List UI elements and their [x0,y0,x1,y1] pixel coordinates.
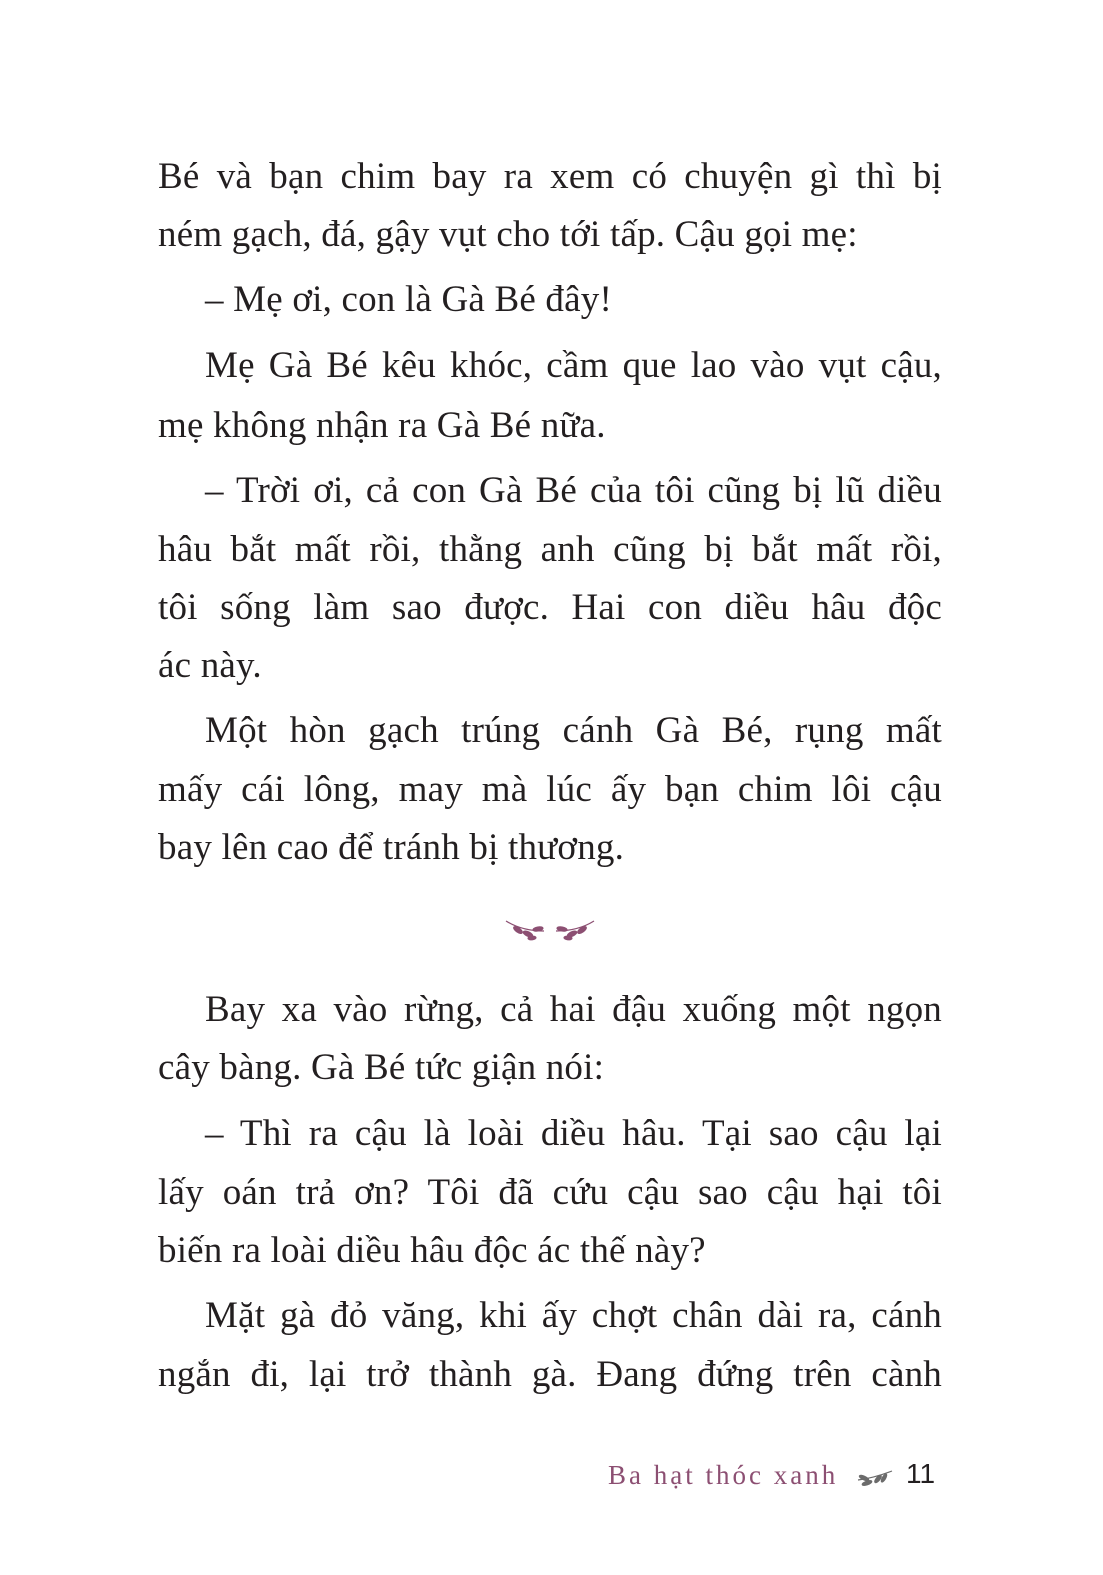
text-line: – Mẹ ơi, con là Gà Bé đây! [205,279,612,320]
leaf-sprig-icon [856,1468,894,1488]
text-line: – Trời ơi, cả con Gà Bé của tôi cũng bị lũ diều [205,470,942,511]
leaf-divider-icon [504,917,596,943]
text-line: Bay xa vào rừng, cả hai đậu xuống một ngọn [205,989,942,1030]
text-line: mẹ không nhận ra Gà Bé nữa. [158,405,606,446]
text-line: bay lên cao để tránh bị thương. [158,827,625,868]
text-line: Mặt gà đỏ văng, khi ấy chợt chân dài ra, cánh [205,1295,942,1336]
text-line: Một hòn gạch trúng cánh Gà Bé, rụng mất [205,710,942,751]
running-footer-title: Ba hạt thóc xanh [608,1460,839,1490]
text-line: tôi sống làm sao được. Hai con diều hâu độc [158,587,942,628]
text-line: ác này. [158,645,262,686]
text-line: Mẹ Gà Bé kêu khóc, cầm que lao vào vụt cậu, [205,345,942,386]
text-line: ngắn đi, lại trở thành gà. Đang đứng trên cành [158,1354,942,1395]
text-line: biến ra loài diều hâu độc ác thế này? [158,1230,706,1271]
text-line: lấy oán trả ơn? Tôi đã cứu cậu sao cậu hại tôi [158,1172,942,1213]
text-line: mấy cái lông, may mà lúc ấy bạn chim lôi cậu [158,769,942,810]
text-line: Bé và bạn chim bay ra xem có chuyện gì thì bị [158,156,942,197]
text-line: cây bàng. Gà Bé tức giận nói: [158,1047,605,1088]
page-number: 11 [906,1458,936,1489]
text-line: – Thì ra cậu là loài diều hâu. Tại sao cậu lại [205,1113,942,1154]
text-line: hâu bắt mất rồi, thằng anh cũng bị bắt mất rồi, [158,529,942,570]
text-line: ném gạch, đá, gậy vụt cho tới tấp. Cậu gọi mẹ: [158,214,858,255]
